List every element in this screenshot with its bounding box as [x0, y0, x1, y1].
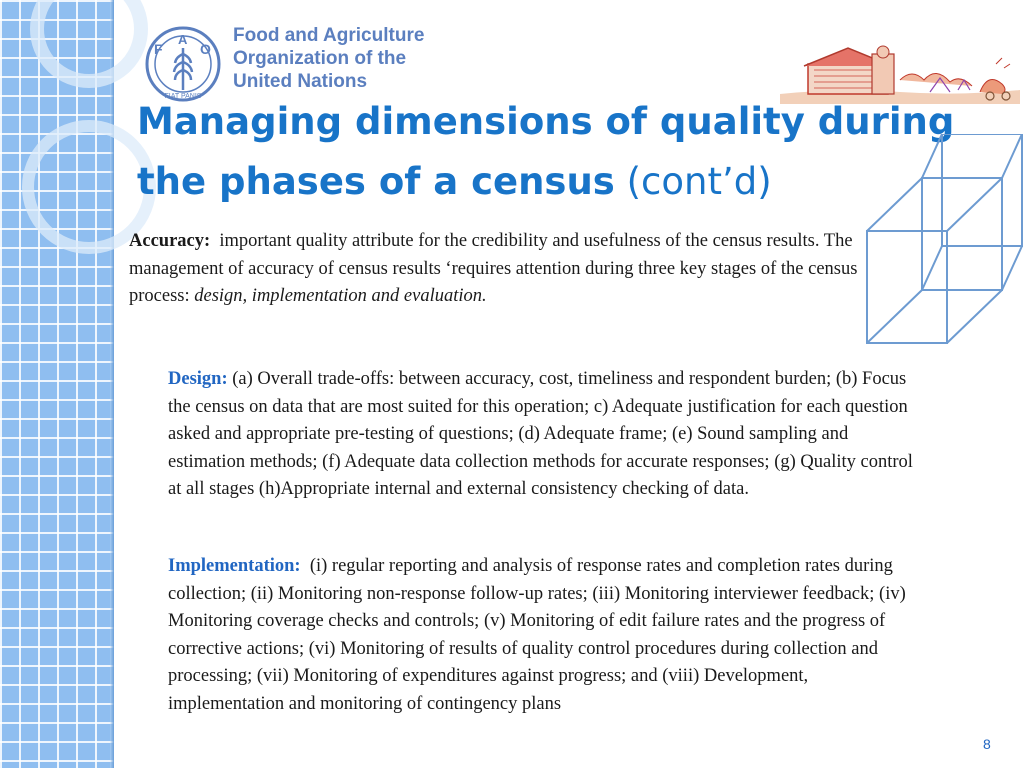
emblem-letter-o: O: [200, 41, 211, 57]
accuracy-label: Accuracy:: [129, 231, 211, 251]
cube-wireframe-icon: [862, 134, 1024, 346]
page-number: 8: [983, 736, 991, 752]
design-label: Design:: [168, 369, 228, 389]
logo-line-3: United Nations: [233, 71, 368, 92]
accuracy-paragraph: [129, 228, 879, 311]
emblem-letter-a: A: [178, 32, 188, 47]
implementation-label: Implementation:: [168, 556, 301, 576]
slide-title: [137, 92, 957, 212]
decorative-grid-strip: [0, 0, 114, 768]
logo-line-1: Food and Agriculture: [233, 25, 425, 46]
title-main: Managing dimensions of quality during the phases of a census: [137, 100, 955, 203]
logo-line-2: Organization of the: [233, 48, 407, 69]
fao-logo-text: [233, 24, 424, 93]
accuracy-text: important quality attribute for the credibility and usefulness of the census results. The management of accuracy of census results ‘requires attention during three key stages of the census process:: [129, 231, 858, 306]
implementation-text: (i) regular reporting and analysis of response rates and completion rates during collection; (ii) Monitoring non-response follow-up rates; (iii) Monitoring interviewer feedback; (iv) Monitoring coverage checks and controls; (v) Monitoring of edit failure rates and the progress of corrective actions; (vi) Monitoring of results of quality control procedures during collection and processing; (vii) Monitoring of expenditures against progress; and (viii) Development, implementation and monitoring of contingency plans: [168, 556, 906, 714]
implementation-paragraph: [168, 553, 928, 718]
emblem-letter-f: F: [154, 41, 163, 57]
emblem-motto: FIAT PANIS: [164, 93, 202, 100]
design-text: (a) Overall trade-offs: between accuracy, cost, timeliness and respondent burden; (b) Focus the census on data that are most suited for this operation; c) Adequate justification for each question asked and appropriate pre-testing of questions; (d) Adequate frame; (e) Sound sampling and estimation methods; (f) Adequate data collection methods for accurate responses; (g) Quality control at all stages (h)Appropriate internal and external consistency checking of data.: [168, 369, 913, 499]
design-paragraph: [168, 366, 928, 504]
title-suffix: (cont’d): [626, 160, 772, 203]
accuracy-italic-text: design, implementation and evaluation.: [194, 286, 487, 306]
